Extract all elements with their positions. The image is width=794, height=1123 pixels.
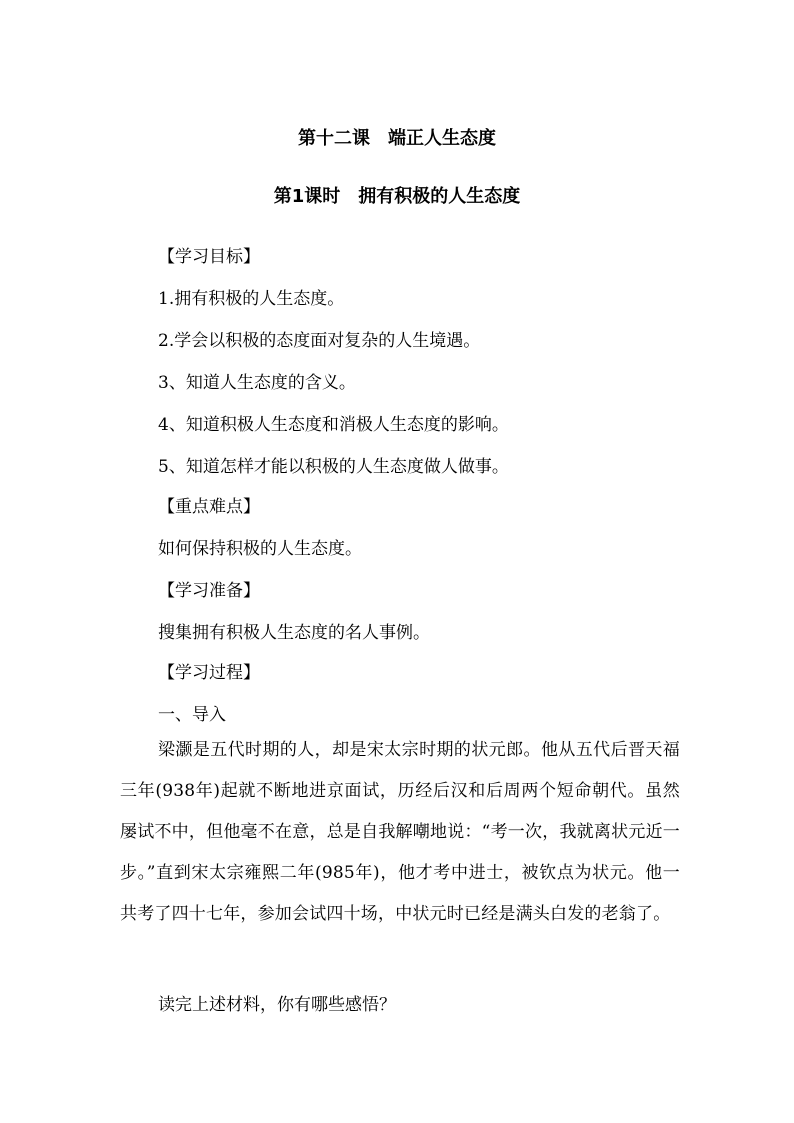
process-heading: 【学习过程】	[158, 663, 260, 683]
keypoints-heading: 【重点难点】	[158, 497, 260, 517]
objective-item: 2.学会以积极的态度面对复杂的人生境遇。	[158, 331, 481, 351]
lesson-subtitle: 第1课时 拥有积极的人生态度	[273, 186, 521, 207]
objective-item: 4、知道积极人生态度和消极人生态度的影响。	[158, 415, 509, 435]
intro-heading: 一、导入	[158, 705, 226, 725]
lesson-title: 第十二课 端正人生态度	[298, 128, 496, 149]
keypoints-text: 如何保持积极的人生态度。	[158, 539, 362, 559]
reflection-question: 读完上述材料，你有哪些感悟？	[158, 995, 396, 1015]
objectives-heading: 【学习目标】	[158, 247, 260, 267]
objective-item: 1.拥有积极的人生态度。	[158, 289, 345, 309]
objective-item: 3、知道人生态度的含义。	[158, 373, 356, 393]
story-paragraph: 梁灏是五代时期的人，却是宋太宗时期的状元郎。他从五代后晋天福三年(938年)起就不断地进京面试，历经后汉和后周两个短命朝代。虽然屡试不中，但他毫不在意，总是自我解嘲地说：“考一次，我就离状元近一步。”直到宋太宗雍熙二年(985年)，他才考中进士，被钦点为状元。他一共考了四十七年，参加会试四十场，中状元时已经是满头白发的老翁了。	[120, 740, 680, 924]
prep-heading: 【学习准备】	[158, 581, 260, 601]
prep-text: 搜集拥有积极人生态度的名人事例。	[158, 623, 430, 643]
objective-item: 5、知道怎样才能以积极的人生态度做人做事。	[158, 457, 509, 477]
